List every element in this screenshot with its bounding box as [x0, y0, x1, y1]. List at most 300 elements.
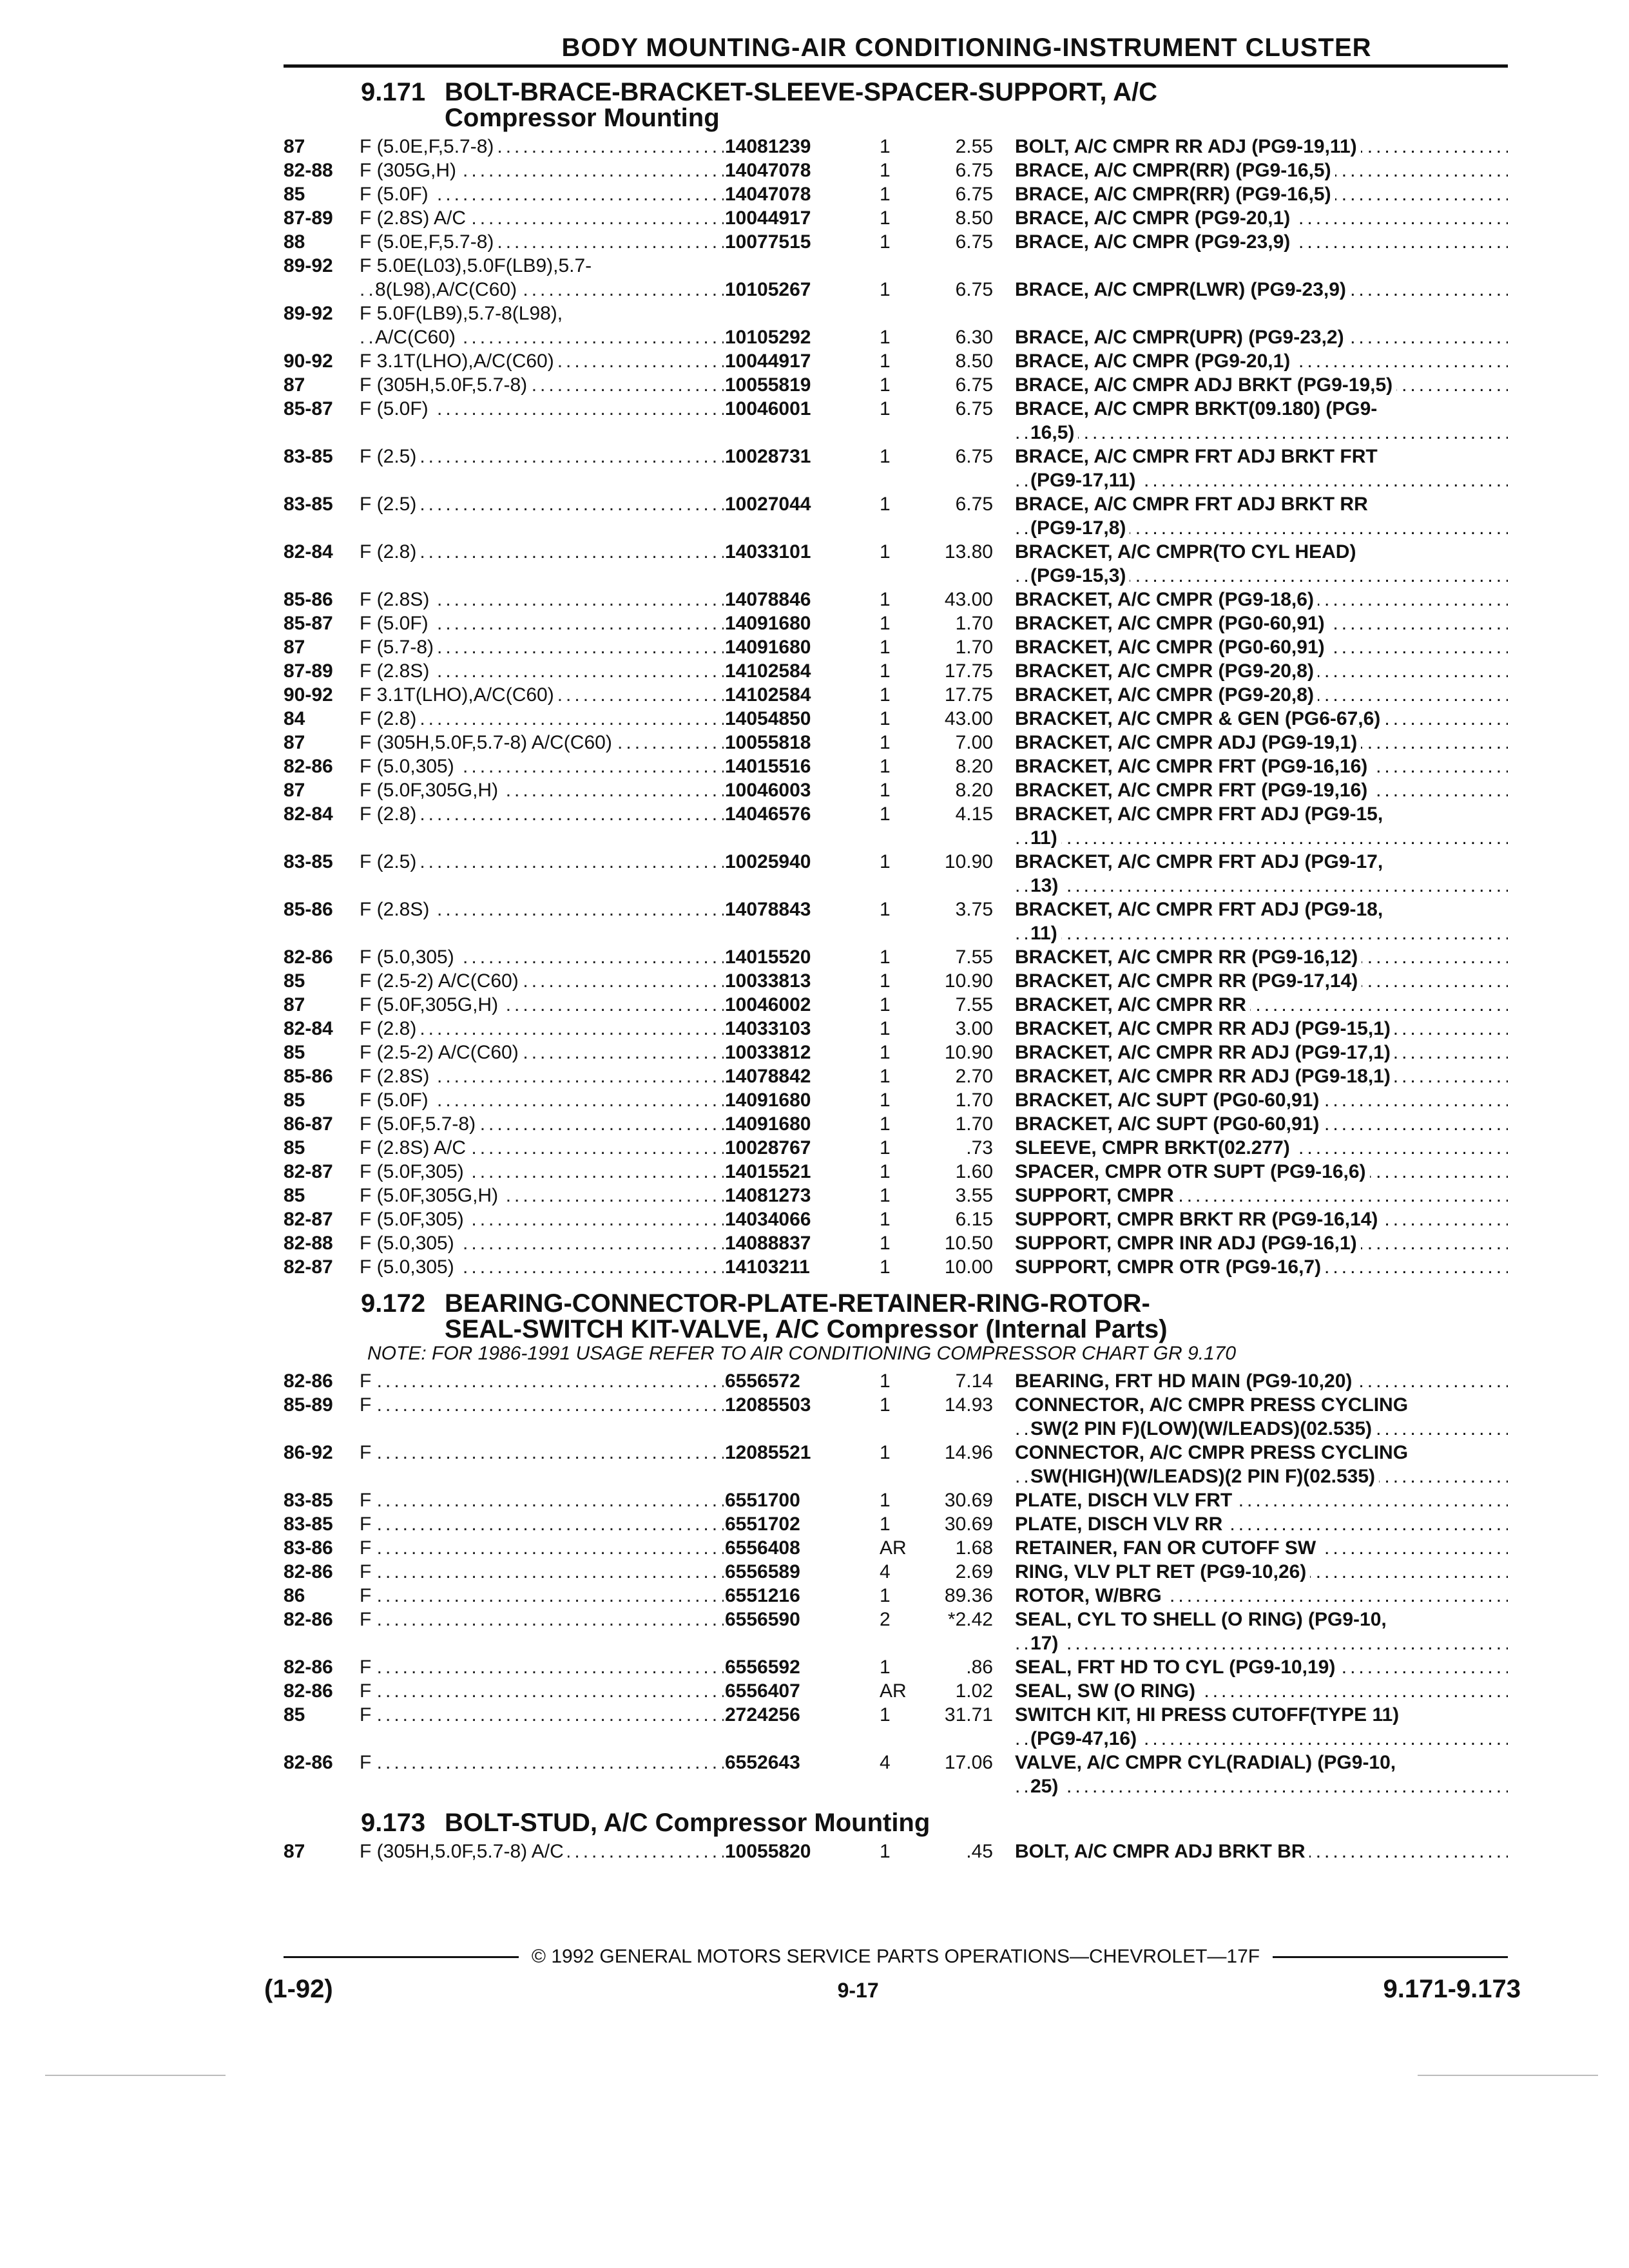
description-cell — [1015, 1064, 1508, 1088]
usage-text: F (5.0F,305G,H) — [360, 780, 502, 801]
part-description: SUPPORT, CMPR OTR (PG9-16,7) — [1015, 1256, 1325, 1278]
part-number: 14033103 — [725, 1018, 811, 1039]
description-line-continued — [1015, 1417, 1508, 1441]
part-number: 12085521 — [725, 1442, 811, 1463]
sections-container — [284, 79, 1508, 1863]
part-description: SEAL, FRT HD TO CYL (PG9-10,19) — [1015, 1657, 1339, 1678]
part-row — [284, 659, 1508, 683]
scan-artifact-right — [1418, 2075, 1598, 2076]
price: 10.90 — [944, 970, 993, 992]
part-row — [284, 230, 1508, 254]
model-years: 87 — [284, 780, 305, 801]
usage-cell — [360, 1679, 724, 1703]
description-line — [1015, 754, 1508, 778]
model-years: 86 — [284, 1585, 305, 1606]
part-number: 14078846 — [725, 589, 811, 610]
description-line — [1015, 1255, 1508, 1279]
quantity: 1 — [880, 637, 891, 658]
description-line — [1015, 445, 1508, 468]
usage-text: F — [360, 1370, 375, 1392]
usage-text: F (2.8S) — [360, 1066, 433, 1087]
part-number: 14091680 — [725, 1113, 811, 1135]
part-number: 10055818 — [725, 732, 811, 753]
part-description: BRACKET, A/C CMPR (PG9-18,6) — [1015, 589, 1318, 610]
part-number: 6551702 — [725, 1514, 800, 1535]
quantity: 1 — [880, 1042, 891, 1063]
part-description: BRACKET, A/C CMPR FRT ADJ (PG9-18, — [1015, 899, 1383, 920]
description-cell — [1015, 230, 1508, 254]
part-description-continued: (PG9-17,11) — [1030, 470, 1139, 491]
price: 2.70 — [955, 1066, 993, 1087]
usage-text: F (5.0,305) — [360, 1256, 458, 1278]
description-line — [1015, 1679, 1508, 1703]
part-description-continued: 11) — [1030, 923, 1061, 944]
description-cell — [1015, 1369, 1508, 1393]
model-years: 89-92 — [284, 303, 333, 324]
section-heading — [284, 79, 1508, 131]
usage-text: F (305H,5.0F,5.7-8) — [360, 374, 531, 396]
usage-cell — [360, 1017, 724, 1041]
model-years: 82-87 — [284, 1209, 333, 1230]
model-years: 86-92 — [284, 1442, 333, 1463]
price: 6.75 — [955, 374, 993, 396]
part-description: ROTOR, W/BRG — [1015, 1585, 1166, 1606]
part-row — [284, 802, 1508, 850]
part-row — [284, 898, 1508, 945]
part-number: 14054850 — [725, 708, 811, 729]
part-description: BRACKET, A/C SUPT (PG0-60,91) — [1015, 1113, 1323, 1135]
model-years: 85-86 — [284, 1066, 333, 1087]
part-description: SUPPORT, CMPR BRKT RR (PG9-16,14) — [1015, 1209, 1382, 1230]
model-years: 87 — [284, 994, 305, 1015]
model-years: 85 — [284, 1704, 305, 1725]
model-years: 85-87 — [284, 613, 333, 634]
part-description: SUPPORT, CMPR INR ADJ (PG9-16,1) — [1015, 1233, 1361, 1254]
description-cell — [1015, 1017, 1508, 1041]
part-row — [284, 540, 1508, 588]
quantity: 1 — [880, 1185, 891, 1206]
part-description: BRACKET, A/C CMPR (PG0-60,91) — [1015, 613, 1329, 634]
quantity: 1 — [880, 970, 891, 992]
usage-cell — [360, 778, 724, 802]
usage-cell — [360, 754, 724, 778]
description-cell — [1015, 898, 1508, 945]
description-cell — [1015, 993, 1508, 1017]
description-line-continued — [1015, 1774, 1508, 1798]
description-line — [1015, 611, 1508, 635]
usage-text: F (2.5) — [360, 446, 420, 467]
part-number: 6556590 — [725, 1609, 800, 1630]
description-cell — [1015, 1041, 1508, 1064]
part-description: BRACE, A/C CMPR(RR) (PG9-16,5) — [1015, 184, 1335, 205]
description-cell — [1015, 1231, 1508, 1255]
usage-text: F (5.0F) — [360, 1090, 432, 1111]
description-line — [1015, 278, 1508, 302]
usage-text: F 3.1T(LHO),A/C(C60) — [360, 351, 558, 372]
description-line — [1015, 1536, 1508, 1560]
quantity: 1 — [880, 1490, 891, 1511]
part-description: BRACE, A/C CMPR (PG9-20,1) — [1015, 351, 1294, 372]
part-number: 10033812 — [725, 1042, 811, 1063]
model-years: 90-92 — [284, 351, 333, 372]
part-number: 10044917 — [725, 351, 811, 372]
part-number: 14046576 — [725, 803, 811, 825]
description-line — [1015, 1184, 1508, 1207]
price: 6.75 — [955, 160, 993, 181]
model-years: 82-86 — [284, 947, 333, 968]
part-row — [284, 182, 1508, 206]
price: 1.02 — [955, 1680, 993, 1702]
part-number: 10105292 — [725, 327, 811, 348]
usage-text: F (2.8S) A/C — [360, 1137, 470, 1158]
part-row — [284, 135, 1508, 159]
description-cell — [1015, 1441, 1508, 1488]
part-description: BRACE, A/C CMPR BRKT(09.180) (PG9- — [1015, 398, 1378, 419]
model-years: 82-84 — [284, 803, 333, 825]
description-cell — [1015, 707, 1508, 731]
usage-text: F — [360, 1490, 375, 1511]
part-row — [284, 254, 1508, 302]
description-line — [1015, 1703, 1508, 1727]
usage-cell — [360, 1255, 724, 1279]
usage-text: F (2.8) — [360, 541, 420, 562]
description-line — [1015, 1840, 1508, 1863]
price: 8.50 — [955, 207, 993, 229]
description-cell — [1015, 254, 1508, 302]
usage-text: F (2.5-2) A/C(C60) — [360, 1042, 523, 1063]
model-years: 86-87 — [284, 1113, 333, 1135]
model-years: 82-84 — [284, 541, 333, 562]
description-line — [1015, 230, 1508, 254]
part-row — [284, 1112, 1508, 1136]
catalog-page — [284, 31, 1508, 1863]
price: 10.00 — [944, 1256, 993, 1278]
description-line — [1015, 659, 1508, 683]
quantity: 1 — [880, 1841, 891, 1862]
usage-cell — [360, 1560, 724, 1584]
description-cell — [1015, 683, 1508, 707]
description-line — [1015, 397, 1508, 421]
part-description: BRACKET, A/C CMPR RR (PG9-16,12) — [1015, 947, 1362, 968]
description-cell — [1015, 206, 1508, 230]
part-row — [284, 611, 1508, 635]
model-years: 90-92 — [284, 684, 333, 706]
part-number: 10055820 — [725, 1841, 811, 1862]
description-cell — [1015, 1255, 1508, 1279]
model-years: 85-86 — [284, 589, 333, 610]
part-row — [284, 731, 1508, 754]
price: 1.68 — [955, 1537, 993, 1559]
part-description: BRACKET, A/C CMPR FRT ADJ (PG9-15, — [1015, 803, 1383, 825]
usage-cell — [360, 373, 724, 397]
usage-cell — [360, 1064, 724, 1088]
parts-list — [284, 135, 1508, 1279]
usage-text-continued — [360, 278, 724, 302]
usage-text: F (2.8) — [360, 708, 420, 729]
part-row — [284, 1536, 1508, 1560]
usage-cell — [360, 1136, 724, 1160]
part-description: SLEEVE, CMPR BRKT(02.277) — [1015, 1137, 1294, 1158]
description-line — [1015, 588, 1508, 611]
part-number: 6551216 — [725, 1585, 800, 1606]
usage-text: F — [360, 1394, 375, 1416]
usage-cell — [360, 492, 724, 540]
part-description: BRACE, A/C CMPR(UPR) (PG9-23,2) — [1015, 327, 1348, 348]
part-description: BRACKET, A/C CMPR(TO CYL HEAD) — [1015, 541, 1356, 562]
description-cell — [1015, 1488, 1508, 1512]
model-years: 85 — [284, 1042, 305, 1063]
part-number: 14103211 — [725, 1256, 810, 1278]
price: 2.55 — [955, 136, 993, 157]
footer-page-number: 9-17 — [837, 1979, 879, 2002]
usage-text: F (305H,5.0F,5.7-8) A/C — [360, 1841, 568, 1862]
model-years: 82-88 — [284, 160, 333, 181]
part-number: 2724256 — [725, 1704, 800, 1725]
description-line — [1015, 1393, 1508, 1417]
part-row — [284, 945, 1508, 969]
quantity: 1 — [880, 613, 891, 634]
usage-text: F (2.5) — [360, 851, 420, 872]
section-number: 9.171 — [361, 78, 426, 106]
model-years: 85 — [284, 184, 305, 205]
quantity: 4 — [880, 1561, 891, 1582]
section-title-line: BOLT-BRACE-BRACKET-SLEEVE-SPACER-SUPPORT, A/C — [445, 78, 1157, 106]
part-number: 10055819 — [725, 374, 811, 396]
model-years: 82-86 — [284, 1752, 333, 1773]
scan-artifact-left — [45, 2075, 226, 2076]
quantity: 1 — [880, 1657, 891, 1678]
model-years: 82-86 — [284, 1609, 333, 1630]
usage-cell — [360, 1369, 724, 1393]
part-number: 14047078 — [725, 160, 811, 181]
price: 1.70 — [955, 1090, 993, 1111]
usage-cell — [360, 1751, 724, 1798]
usage-cell — [360, 1231, 724, 1255]
usage-text: F (5.7-8) — [360, 637, 438, 658]
description-line — [1015, 1160, 1508, 1184]
part-description: PLATE, DISCH VLV RR — [1015, 1514, 1226, 1535]
description-cell — [1015, 492, 1508, 540]
part-number: 10105267 — [725, 279, 811, 300]
quantity: 1 — [880, 136, 891, 157]
description-line — [1015, 540, 1508, 564]
part-row — [284, 1160, 1508, 1184]
usage-cell — [360, 1207, 724, 1231]
part-row — [284, 397, 1508, 445]
description-line — [1015, 1207, 1508, 1231]
part-number: 14102584 — [725, 684, 811, 706]
part-description: BRACKET, A/C CMPR (PG9-20,8) — [1015, 660, 1318, 682]
description-line — [1015, 969, 1508, 993]
model-years: 87 — [284, 1841, 305, 1862]
description-line — [1015, 373, 1508, 397]
usage-text: F (5.0F,305) — [360, 1161, 468, 1182]
model-years: 87 — [284, 732, 305, 753]
part-description-continued: 13) — [1030, 875, 1062, 896]
price: 6.75 — [955, 184, 993, 205]
part-row — [284, 1255, 1508, 1279]
description-line — [1015, 1655, 1508, 1679]
part-number: 14102584 — [725, 660, 811, 682]
description-line — [1015, 182, 1508, 206]
description-line — [1015, 802, 1508, 826]
quantity: 1 — [880, 660, 891, 682]
section-number: 9.173 — [361, 1809, 426, 1837]
quantity: 1 — [880, 184, 891, 205]
usage-text: F — [360, 1680, 375, 1702]
description-cell — [1015, 754, 1508, 778]
usage-cell — [360, 1608, 724, 1655]
description-line-continued — [1015, 516, 1508, 540]
usage-cell — [360, 540, 724, 588]
usage-cell — [360, 1160, 724, 1184]
model-years: 82-88 — [284, 1233, 333, 1254]
part-description: BRACE, A/C CMPR(RR) (PG9-16,5) — [1015, 160, 1335, 181]
part-description: BRACE, A/C CMPR(LWR) (PG9-23,9) — [1015, 279, 1350, 300]
usage-cell — [360, 707, 724, 731]
description-cell — [1015, 635, 1508, 659]
usage-cell — [360, 850, 724, 898]
part-description: BRACE, A/C CMPR (PG9-23,9) — [1015, 231, 1294, 253]
price: 17.75 — [944, 660, 993, 682]
quantity: 1 — [880, 1161, 891, 1182]
usage-text: F 5.0F(LB9),5.7-8(L98), — [360, 303, 563, 324]
usage-cell — [360, 1536, 724, 1560]
price: 8.20 — [955, 780, 993, 801]
price: 7.14 — [955, 1370, 993, 1392]
usage-cell — [360, 254, 724, 302]
usage-cell — [360, 1112, 724, 1136]
description-line-continued — [1015, 826, 1508, 850]
usage-cell — [360, 1840, 724, 1863]
usage-text: F 5.0E(L03),5.0F(LB9),5.7- — [360, 255, 592, 276]
description-line — [1015, 206, 1508, 230]
description-line — [1015, 1512, 1508, 1536]
part-row — [284, 373, 1508, 397]
quantity: 1 — [880, 1585, 891, 1606]
description-line-continued — [1015, 1727, 1508, 1751]
model-years: 85 — [284, 1090, 305, 1111]
part-description: SUPPORT, CMPR — [1015, 1185, 1178, 1206]
description-line — [1015, 945, 1508, 969]
price: 7.55 — [955, 994, 993, 1015]
quantity: 1 — [880, 1256, 891, 1278]
part-row — [284, 1184, 1508, 1207]
usage-text: F (2.8S) — [360, 899, 433, 920]
description-line — [1015, 707, 1508, 731]
part-row — [284, 969, 1508, 993]
model-years: 83-85 — [284, 446, 333, 467]
description-cell — [1015, 778, 1508, 802]
part-row — [284, 349, 1508, 373]
part-number: 14047078 — [725, 184, 811, 205]
part-row — [284, 206, 1508, 230]
quantity: 1 — [880, 1209, 891, 1230]
usage-text: F (5.0F,305G,H) — [360, 994, 502, 1015]
part-description: PLATE, DISCH VLV FRT — [1015, 1490, 1236, 1511]
part-row — [284, 1231, 1508, 1255]
description-line — [1015, 1231, 1508, 1255]
description-cell — [1015, 1536, 1508, 1560]
quantity: 1 — [880, 398, 891, 419]
description-cell — [1015, 659, 1508, 683]
usage-cell — [360, 1184, 724, 1207]
description-cell — [1015, 1160, 1508, 1184]
part-row — [284, 1393, 1508, 1441]
part-row — [284, 707, 1508, 731]
part-description-continued: (PG9-47,16) — [1030, 1728, 1141, 1749]
part-description-continued: 17) — [1030, 1633, 1062, 1654]
quantity: 1 — [880, 1018, 891, 1039]
quantity: 1 — [880, 1137, 891, 1158]
price: *2.42 — [947, 1609, 993, 1630]
quantity: 1 — [880, 899, 891, 920]
part-number: 10027044 — [725, 494, 811, 515]
model-years: 85 — [284, 1185, 305, 1206]
part-description: BRACKET, A/C CMPR FRT (PG9-19,16) — [1015, 780, 1371, 801]
description-cell — [1015, 1088, 1508, 1112]
part-row — [284, 683, 1508, 707]
description-cell — [1015, 802, 1508, 850]
usage-cell — [360, 588, 724, 611]
usage-text: F — [360, 1442, 375, 1463]
description-line-continued — [1015, 921, 1508, 945]
usage-text: F (5.0F,305) — [360, 1209, 468, 1230]
quantity: 1 — [880, 160, 891, 181]
model-years: 82-86 — [284, 1680, 333, 1702]
description-cell — [1015, 1512, 1508, 1536]
part-number: 14091680 — [725, 637, 811, 658]
usage-cell — [360, 898, 724, 945]
model-years: 87 — [284, 136, 305, 157]
quantity: 1 — [880, 1370, 891, 1392]
description-cell — [1015, 397, 1508, 445]
description-cell — [1015, 1136, 1508, 1160]
part-number: 10033813 — [725, 970, 811, 992]
part-number: 14091680 — [725, 613, 811, 634]
description-line — [1015, 1041, 1508, 1064]
part-row — [284, 492, 1508, 540]
usage-cell — [360, 1512, 724, 1536]
usage-cell — [360, 1584, 724, 1608]
model-years: 82-87 — [284, 1256, 333, 1278]
description-cell — [1015, 1655, 1508, 1679]
part-description: CONNECTOR, A/C CMPR PRESS CYCLING — [1015, 1394, 1409, 1416]
model-years: 82-86 — [284, 1370, 333, 1392]
price: 6.75 — [955, 231, 993, 253]
usage-text: F 3.1T(LHO),A/C(C60) — [360, 684, 558, 706]
footer-copyright: © 1992 GENERAL MOTORS SERVICE PARTS OPERATIONS—CHEVROLET—17F — [531, 1946, 1260, 1967]
model-years: 85 — [284, 970, 305, 992]
price: 1.70 — [955, 1113, 993, 1135]
part-description: SEAL, CYL TO SHELL (O RING) (PG9-10, — [1015, 1609, 1387, 1630]
description-line — [1015, 1136, 1508, 1160]
part-number: 14081239 — [725, 136, 811, 157]
usage-cell — [360, 802, 724, 850]
part-row — [284, 1679, 1508, 1703]
price: 6.75 — [955, 494, 993, 515]
usage-text: F (2.8) — [360, 1018, 420, 1039]
part-description: BRACE, A/C CMPR ADJ BRKT (PG9-19,5) — [1015, 374, 1396, 396]
price: 6.30 — [955, 327, 993, 348]
description-line — [1015, 778, 1508, 802]
part-row — [284, 1088, 1508, 1112]
part-row — [284, 588, 1508, 611]
usage-text-continued — [360, 325, 724, 349]
section-title-line: Compressor Mounting — [445, 104, 720, 132]
usage-text: F (2.5) — [360, 494, 420, 515]
part-description: BRACE, A/C CMPR FRT ADJ BRKT FRT — [1015, 446, 1378, 467]
